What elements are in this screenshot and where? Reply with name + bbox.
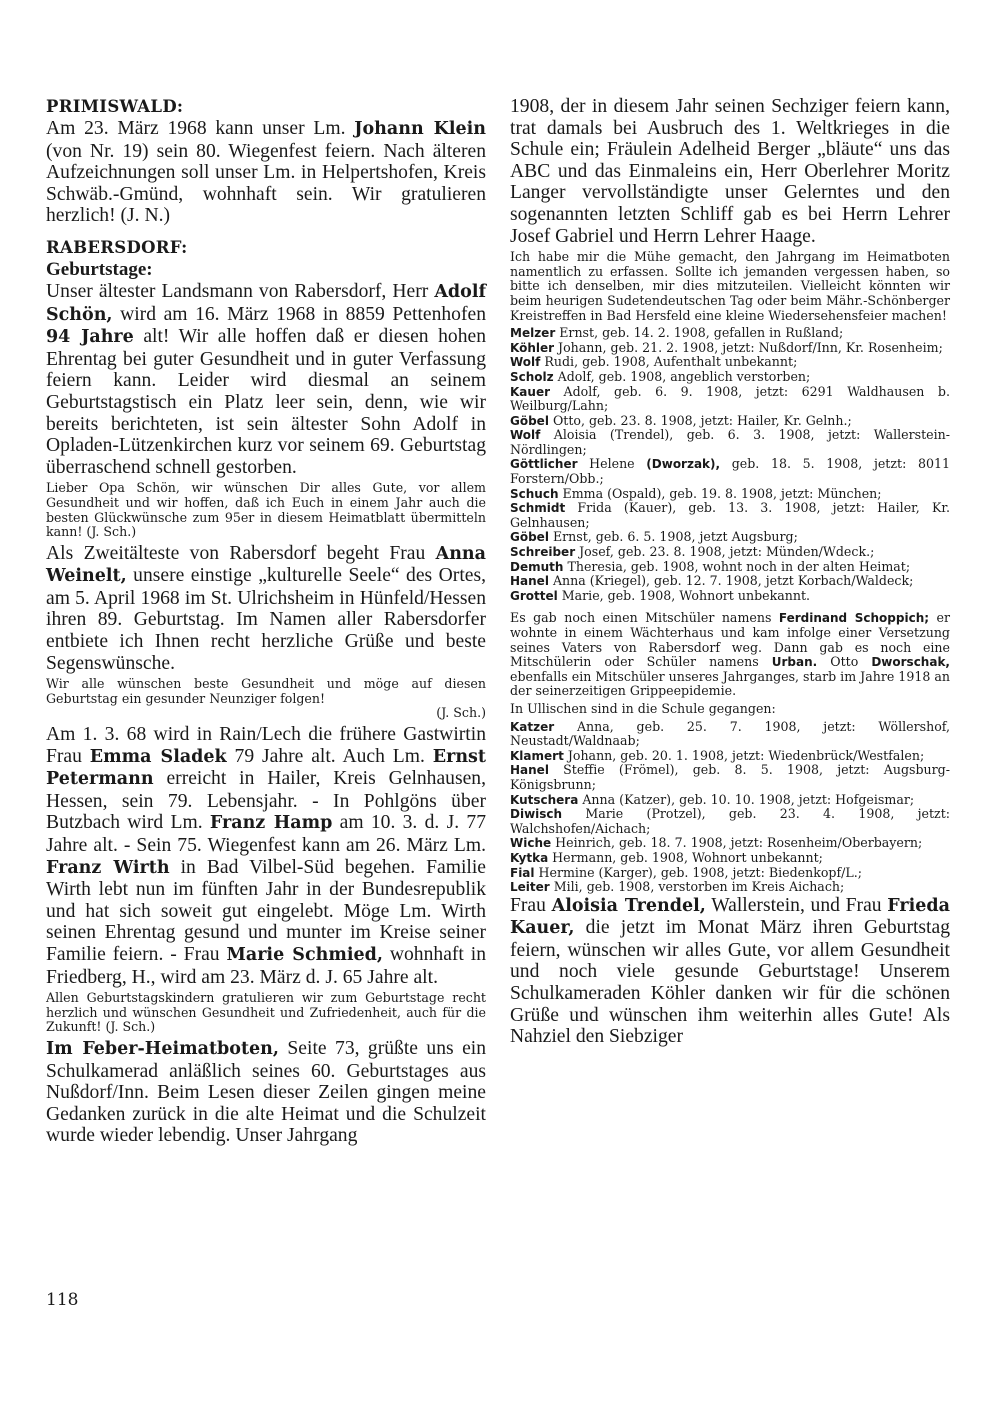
bold-name: Franz Wirth xyxy=(46,857,170,878)
text-run: Anna (Kriegel), geb. 12. 7. 1908, jetzt Korbach/Waldeck; xyxy=(548,573,914,589)
section-heading xyxy=(46,237,486,259)
bold-name: Ernst Petermann xyxy=(46,746,486,790)
bold-name: Im Feber-Heimatboten, xyxy=(46,1038,279,1059)
bold-name: Marie Schmied, xyxy=(226,944,383,965)
bold-name: Ferdinand Schoppich; xyxy=(778,611,930,626)
list-item xyxy=(510,720,950,749)
text-run: Anna (Katzer), geb. 10. 10. 1908, jetzt: Hofgeismar; xyxy=(578,791,915,807)
bold-name: Frieda Kauer, xyxy=(510,895,950,939)
bold-name: (Dworzak), xyxy=(646,457,721,472)
list-item xyxy=(510,414,950,429)
text-run: Mili, geb. 1908, verstorben im Kreis Aichach; xyxy=(549,879,845,895)
text-run: (von Nr. 19) sein 80. Wiegenfest feiern. Nach älteren Aufzeichnungen soll unser Lm. in Helpertshofen, Kreis Schwäb.-Gmünd, wohnhaft sein. Wir gratulieren herzlich! (J. N.) xyxy=(46,140,486,227)
note-paragraph xyxy=(46,481,486,539)
bold-name: Göbel xyxy=(510,413,549,428)
bold-name: Göbel xyxy=(510,530,549,545)
list-item xyxy=(510,807,950,836)
text-run: Rudi, geb. 1908, Aufenthalt unbekannt; xyxy=(540,354,798,370)
text-run: Ernst, geb. 14. 2. 1908, gefallen in Rußland; xyxy=(555,325,844,341)
text-run: Am 1. 3. 68 wird in Rain/Lech die frühere Gastwirtin Frau xyxy=(46,724,486,767)
list-item xyxy=(510,545,950,560)
paragraph xyxy=(46,1038,486,1147)
paragraph xyxy=(510,96,950,247)
list-item xyxy=(510,763,950,792)
list-item xyxy=(510,457,950,486)
text-run: am 10. 3. d. J. 77 Jahre alt. - Sein 75. Wiegenfest kann am 26. März Lm. xyxy=(46,812,487,856)
left-column xyxy=(46,96,486,1147)
text-run: Otto, geb. 23. 8. 1908, jetzt: Hailer, Kr. Gelnh.; xyxy=(548,412,852,428)
list-item xyxy=(510,836,950,851)
bold-name: Aloisia Trendel, xyxy=(551,895,706,916)
text-run: PRIMISWALD: xyxy=(46,97,184,116)
text-run: unsere einstige „kulturelle Seele“ des Ortes, am 5. April 1968 im St. Ulrichsheim in Hünfeld/Hessen ihren 89. Geburtstag. Im Namen aller Rabersdorfer entbiete ich Ihnen recht herzliche Grüße und beste Segenswünsche. xyxy=(46,565,486,674)
right-column xyxy=(510,96,950,1048)
text-run: wird am 16. März 1968 in 8859 Pettenhofen xyxy=(112,303,486,325)
text-run: Johann, geb. 20. 1. 1908, jetzt: Wiedenbrück/Westfalen; xyxy=(563,747,925,763)
bold-name: Hanel xyxy=(510,763,549,778)
list-item xyxy=(510,589,950,604)
bold-name: Hanel xyxy=(510,574,549,589)
note-paragraph xyxy=(46,677,486,721)
bold-name: Kutschera xyxy=(510,792,579,807)
text-run: Emma (Ospald), geb. 19. 8. 1908, jetzt: München; xyxy=(558,485,882,501)
list-item xyxy=(510,501,950,530)
list-item xyxy=(510,574,950,589)
text-run: Helene xyxy=(577,456,647,472)
list-item xyxy=(510,851,950,866)
text-run: 79 Jahre alt. Auch Lm. xyxy=(226,745,433,767)
text-run: RABERSDORF: xyxy=(46,237,188,257)
text-run: Steffie (Frömel), geb. 8. 5. 1908, jetzt: Augsburg-Königsbrunn; xyxy=(510,762,950,792)
text-run: alt! Wir alle hoffen daß er diesen hohen Ehrentag bei guter Gesundheit und in guter Verfassung feiern kann. Leider wird diesmal an seinem Geburtstagstisch ein Platz leer sein, denn, wie wir bereits berichteten, ist sein ältester Sohn Adolf in Opladen-Lützenkirchen kurz vor seinem 69. Geburtstag überraschend schnell gestorben. xyxy=(46,326,486,478)
bold-name: Schmidt xyxy=(510,501,566,516)
text-run: Josef, geb. 23. 8. 1908, jetzt: Münden/Wdeck.; xyxy=(575,544,875,560)
text-run: wohnhaft in Friedberg, H., wird am 23. März d. J. 65 Jahre alt. xyxy=(46,943,486,988)
bold-name: Göttlicher xyxy=(510,457,578,472)
list-item xyxy=(510,355,950,370)
bold-name: Grottel xyxy=(510,588,558,603)
bold-name: Adolf Schön, xyxy=(46,281,486,325)
paragraph xyxy=(46,118,486,227)
list-item xyxy=(510,385,950,414)
text-run: erreicht in Hailer, Kreis Gelnhausen, Hessen, sein 79. Lebensjahr. - In Pohlgöns über Butzbach wird Lm. xyxy=(46,768,486,834)
paragraph xyxy=(510,895,950,1048)
text-run: Frida (Kauer), geb. 13. 3. 1908, jetzt: Hailer, Kr. Gelnhausen; xyxy=(510,500,950,530)
text-run: Adolf, geb. 6. 9. 1908, jetzt: 6291 Waldhausen b. Weilburg/Lahn; xyxy=(510,383,950,414)
text-run: ebenfalls ein Mitschüler unseres Jahrganges, starb im Jahre 1918 an der seinerzeitigen Grippeepidemie. xyxy=(510,668,950,699)
note-paragraph xyxy=(510,611,950,699)
text-run: die jetzt im Monat März ihren Geburtstag feiern, wünschen wir alles Gute, vor allem Gesundheit und noch viele gesunde Geburtstage! Unserem Schulkameraden Köhler danken wir für die schönen Grüße und wünschen ihm weiterhin alles Gute! Als Nahziel den Siebziger xyxy=(510,917,950,1048)
text-run: Otto xyxy=(817,654,872,670)
bold-name: Wolf xyxy=(510,355,541,370)
bold-name: Melzer xyxy=(510,326,556,341)
bold-name: Urban. xyxy=(771,655,818,670)
text-run: Hermine (Karger), geb. 1908, jetzt: Biedenkopf/L.; xyxy=(534,864,862,880)
text-run: In Ullischen sind in die Schule gegangen: xyxy=(510,700,776,716)
list-item xyxy=(510,880,950,895)
text-run: Geburtstage: xyxy=(46,258,153,280)
note-paragraph xyxy=(510,250,950,323)
subheading xyxy=(46,259,486,281)
text-run: Frau xyxy=(510,894,552,916)
text-run: Wir alle wünschen beste Gesundheit und möge auf diesen Geburtstag ein gesunder Neunziger folgen! xyxy=(46,676,486,706)
text-run: Heinrich, geb. 18. 7. 1908, jetzt: Rosenheim/Oberbayern; xyxy=(551,835,923,851)
text-run: Johann, geb. 21. 2. 1908, jetzt: Nußdorf/Inn, Kr. Rosenheim; xyxy=(554,339,943,355)
bold-name: Emma Sladek xyxy=(89,746,227,767)
bold-name: Wiche xyxy=(510,836,552,851)
text-run: Ich habe mir die Mühe gemacht, den Jahrgang im Heimatboten namentlich zu erfassen. Sollte ich jemanden vergessen haben, so bitte ich denselben, mir dies mitzuteilen. Vielleicht könnten wir beim heurigen Sudetendeutschen Tag oder beim Mähr.-Schönberger Kreistreffen in Bad Hersfeld eine kleine Wiedersehensfeier machen! xyxy=(510,249,950,323)
list-item xyxy=(510,560,950,575)
bold-name: Schreiber xyxy=(510,545,576,560)
bold-name: Fial xyxy=(510,865,535,880)
list-item xyxy=(510,487,950,502)
list-item xyxy=(510,326,950,341)
text-run: Ernst, geb. 6. 5. 1908, jetzt Augsburg; xyxy=(548,529,798,545)
bold-name: Kauer xyxy=(510,384,550,399)
text-run: Als Zweitälteste von Rabersdorf begeht Frau xyxy=(46,542,436,564)
bold-name: Katzer xyxy=(510,719,555,734)
text-run: Adolf, geb. 1908, angeblich verstorben; xyxy=(553,368,811,384)
text-run: (J. Sch.) xyxy=(436,705,486,721)
bold-name: Wolf xyxy=(510,428,541,443)
bold-name: Diwisch xyxy=(510,807,563,822)
list-item xyxy=(510,530,950,545)
text-run: er wohnte in einem Wächterhaus und kam infolge einer Versetzung seines Vaters von Rabersdorf weg. Dann gab es noch eine Mitschülerin oder Schüler namens xyxy=(510,610,950,670)
section-heading xyxy=(46,96,486,118)
text-run: Es gab noch einen Mitschüler namens xyxy=(510,610,779,626)
text-run: Lieber Opa Schön, wir wünschen Dir alles Gute, vor allem Gesundheit und wir hoffen, daß ich Euch in einem Jahr auch die besten Glückwünsche zum 95er in diesem Heimatblatt übermitteln kann! (J. Sch.) xyxy=(46,480,486,540)
bold-name: Anna Weinelt, xyxy=(46,543,486,587)
bold-name: 94 Jahre xyxy=(46,327,134,348)
note-paragraph xyxy=(46,991,486,1035)
bold-name: Scholz xyxy=(510,369,554,384)
page-number: 118 xyxy=(46,1290,79,1310)
text-run: Anna, geb. 25. 7. 1908, jetzt: Wöllershof, Neustadt/Waldnaab; xyxy=(510,718,950,749)
text-run: Marie, geb. 1908, Wohnort unbekannt. xyxy=(557,587,811,603)
bold-name: Köhler xyxy=(510,340,555,355)
bold-name: Franz Hamp xyxy=(209,813,333,834)
text-run: Theresia, geb. 1908, wohnt noch in der alten Heimat; xyxy=(563,558,911,574)
text-run: Allen Geburtstagskindern gratulieren wir zum Geburtstage recht herzlich und wünschen Gesundheit und Zufriedenheit, auch für die Zukunft! (J. Sch.) xyxy=(46,990,486,1035)
bold-name: Kytka xyxy=(510,850,549,865)
bold-name: Johann Klein xyxy=(354,119,486,139)
text-run: Am 23. März 1968 kann unser Lm. xyxy=(46,118,355,139)
list-item xyxy=(510,428,950,457)
text-run: Unser ältester Landsmann von Rabersdorf, Herr xyxy=(46,280,435,302)
note-paragraph xyxy=(510,702,950,717)
bold-name: Demuth xyxy=(510,559,564,574)
paragraph xyxy=(46,724,486,988)
text-run: in Bad Vilbel-Süd begehen. Familie Wirth lebt nun im fünften Jahr in der Bundesrepublik und hat sich soweit gut eingelebt. Möge Lm. Wirth seinen Ehrentag gesund und munter im Kreise seiner Familie feiern. - Frau xyxy=(46,856,486,965)
bold-name: Schuch xyxy=(510,486,559,501)
paragraph xyxy=(46,281,486,478)
text-run: Seite 73, grüßte uns ein Schulkamerad anläßlich seines 60. Geburtstages aus Nußdorf/Inn. Beim Lesen dieser Zeilen gingen meine Gedanken zurück in die alte Heimat und die Schulzeit wurde wieder lebendig. Unser Jahrgang xyxy=(46,1037,487,1147)
text-run: Aloisia (Trendel), geb. 6. 3. 1908, jetzt: Wallerstein-Nördlingen; xyxy=(510,427,950,457)
bold-name: Leiter xyxy=(510,880,550,895)
text-run: 1908, der in diesem Jahr seinen Sechziger feiern kann, trat damals bei Ausbruch des 1. Weltkrieges in die Schule ein; Fräulein Adelheid Berger „bläute“ uns das ABC und das Einmaleins ein, Herr Oberlehrer Moritz Langer vervollständigte unser Gelerntes und den sogenannten letzten Schliff gab es bei Herrn Lehrer Josef Gabriel und Herrn Lehrer Haage. xyxy=(510,96,950,247)
list-item xyxy=(510,370,950,385)
list-item xyxy=(510,866,950,881)
bold-name: Dworschak, xyxy=(871,655,950,670)
list-item xyxy=(510,749,950,764)
text-run: Hermann, geb. 1908, Wohnort unbekannt; xyxy=(548,849,823,865)
bold-name: Klamert xyxy=(510,748,564,763)
list-item xyxy=(510,793,950,808)
paragraph xyxy=(46,543,486,675)
text-run: Wallerstein, und Frau xyxy=(705,894,888,916)
list-item xyxy=(510,341,950,356)
text-run: geb. 18. 5. 1908, jetzt: 8011 Forstern/Obb.; xyxy=(510,456,950,487)
text-run: Marie (Protzel), geb. 23. 4. 1908, jetzt: Walchshofen/Aichach; xyxy=(510,806,950,836)
